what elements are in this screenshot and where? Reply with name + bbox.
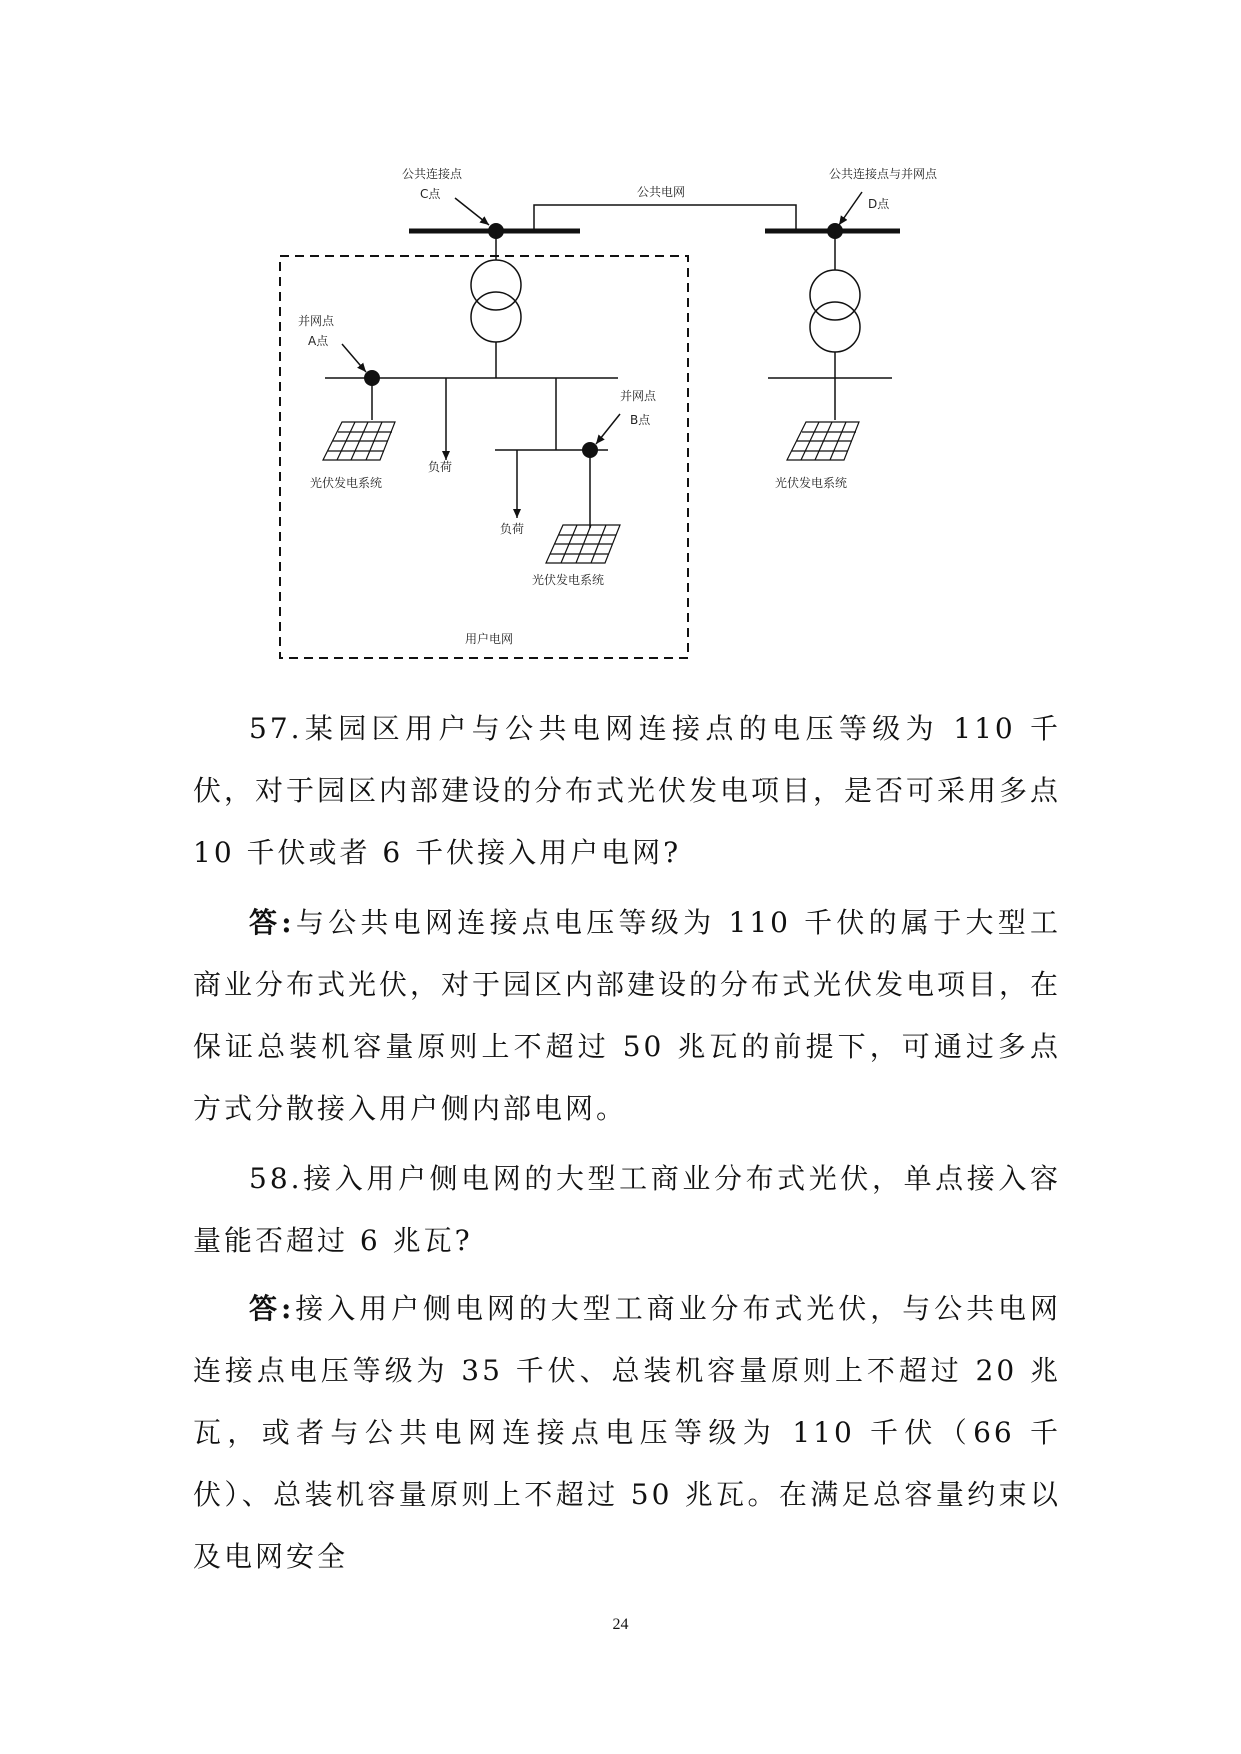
label-pcc-c-title: 公共连接点 — [402, 167, 463, 181]
label-pcc-d-point: D点 — [868, 197, 890, 211]
pv-panel-3 — [787, 422, 859, 460]
answer-58-text: 接入用户侧电网的大型工商业分布式光伏，与公共电网连接点电压等级为 35 千伏、总装机容量原则上不超过 20 兆瓦，或者与公共电网连接点电压等级为 110 千伏（66 千伏）、总装机容量原则上不超过 50 兆瓦。在满足总容量约束以及电网安全 — [193, 1292, 1061, 1573]
label-pcc-c-point: C点 — [420, 187, 441, 201]
callout-arrow-a — [342, 344, 366, 372]
user-grid-boundary — [280, 256, 688, 658]
answer-58 — [193, 1278, 1061, 1588]
callout-arrow-c — [455, 198, 489, 225]
answer-label: 答: — [249, 1292, 295, 1325]
page-number: 24 — [612, 1616, 629, 1633]
answer-57-text: 与公共电网连接点电压等级为 110 千伏的属于大型工商业分布式光伏，对于园区内部建设的分布式光伏发电项目，在保证总装机容量原则上不超过 50 兆瓦的前提下，可通过多点方式分散接入用户侧内部电网。 — [193, 906, 1062, 1125]
label-load-2: 负荷 — [500, 522, 525, 536]
label-grid-b-point: B点 — [630, 413, 651, 427]
pv-panel-1 — [323, 422, 395, 460]
label-pcc-d-title: 公共连接点与并网点 — [829, 167, 938, 181]
label-grid-b-title: 并网点 — [620, 389, 657, 403]
callout-arrow-d — [839, 192, 862, 225]
label-pv-2: 光伏发电系统 — [532, 573, 605, 587]
label-pv-3: 光伏发电系统 — [775, 476, 848, 490]
answer-57 — [193, 892, 1061, 1140]
callout-arrow-b — [596, 414, 620, 444]
label-load-1: 负荷 — [428, 460, 453, 474]
label-grid-a-point: A点 — [308, 334, 329, 348]
label-pv-1: 光伏发电系统 — [310, 476, 383, 490]
pv-panel-2 — [546, 525, 620, 563]
answer-label: 答: — [249, 906, 295, 939]
question-58: 58.接入用户侧电网的大型工商业分布式光伏，单点接入容量能否超过 6 兆瓦? — [193, 1162, 1061, 1257]
label-public-grid: 公共电网 — [637, 185, 686, 199]
label-grid-a-title: 并网点 — [298, 314, 335, 328]
question-57: 57.某园区用户与公共电网连接点的电压等级为 110 千伏，对于园区内部建设的分布式光伏发电项目，是否可采用多点 10 千伏或者 6 千伏接入用户电网? — [193, 712, 1062, 869]
transformer-right — [810, 231, 860, 378]
grid-connection-diagram — [0, 0, 1241, 700]
label-user-grid: 用户电网 — [465, 632, 514, 646]
transformer-left — [471, 231, 521, 378]
public-grid-line — [534, 205, 796, 231]
